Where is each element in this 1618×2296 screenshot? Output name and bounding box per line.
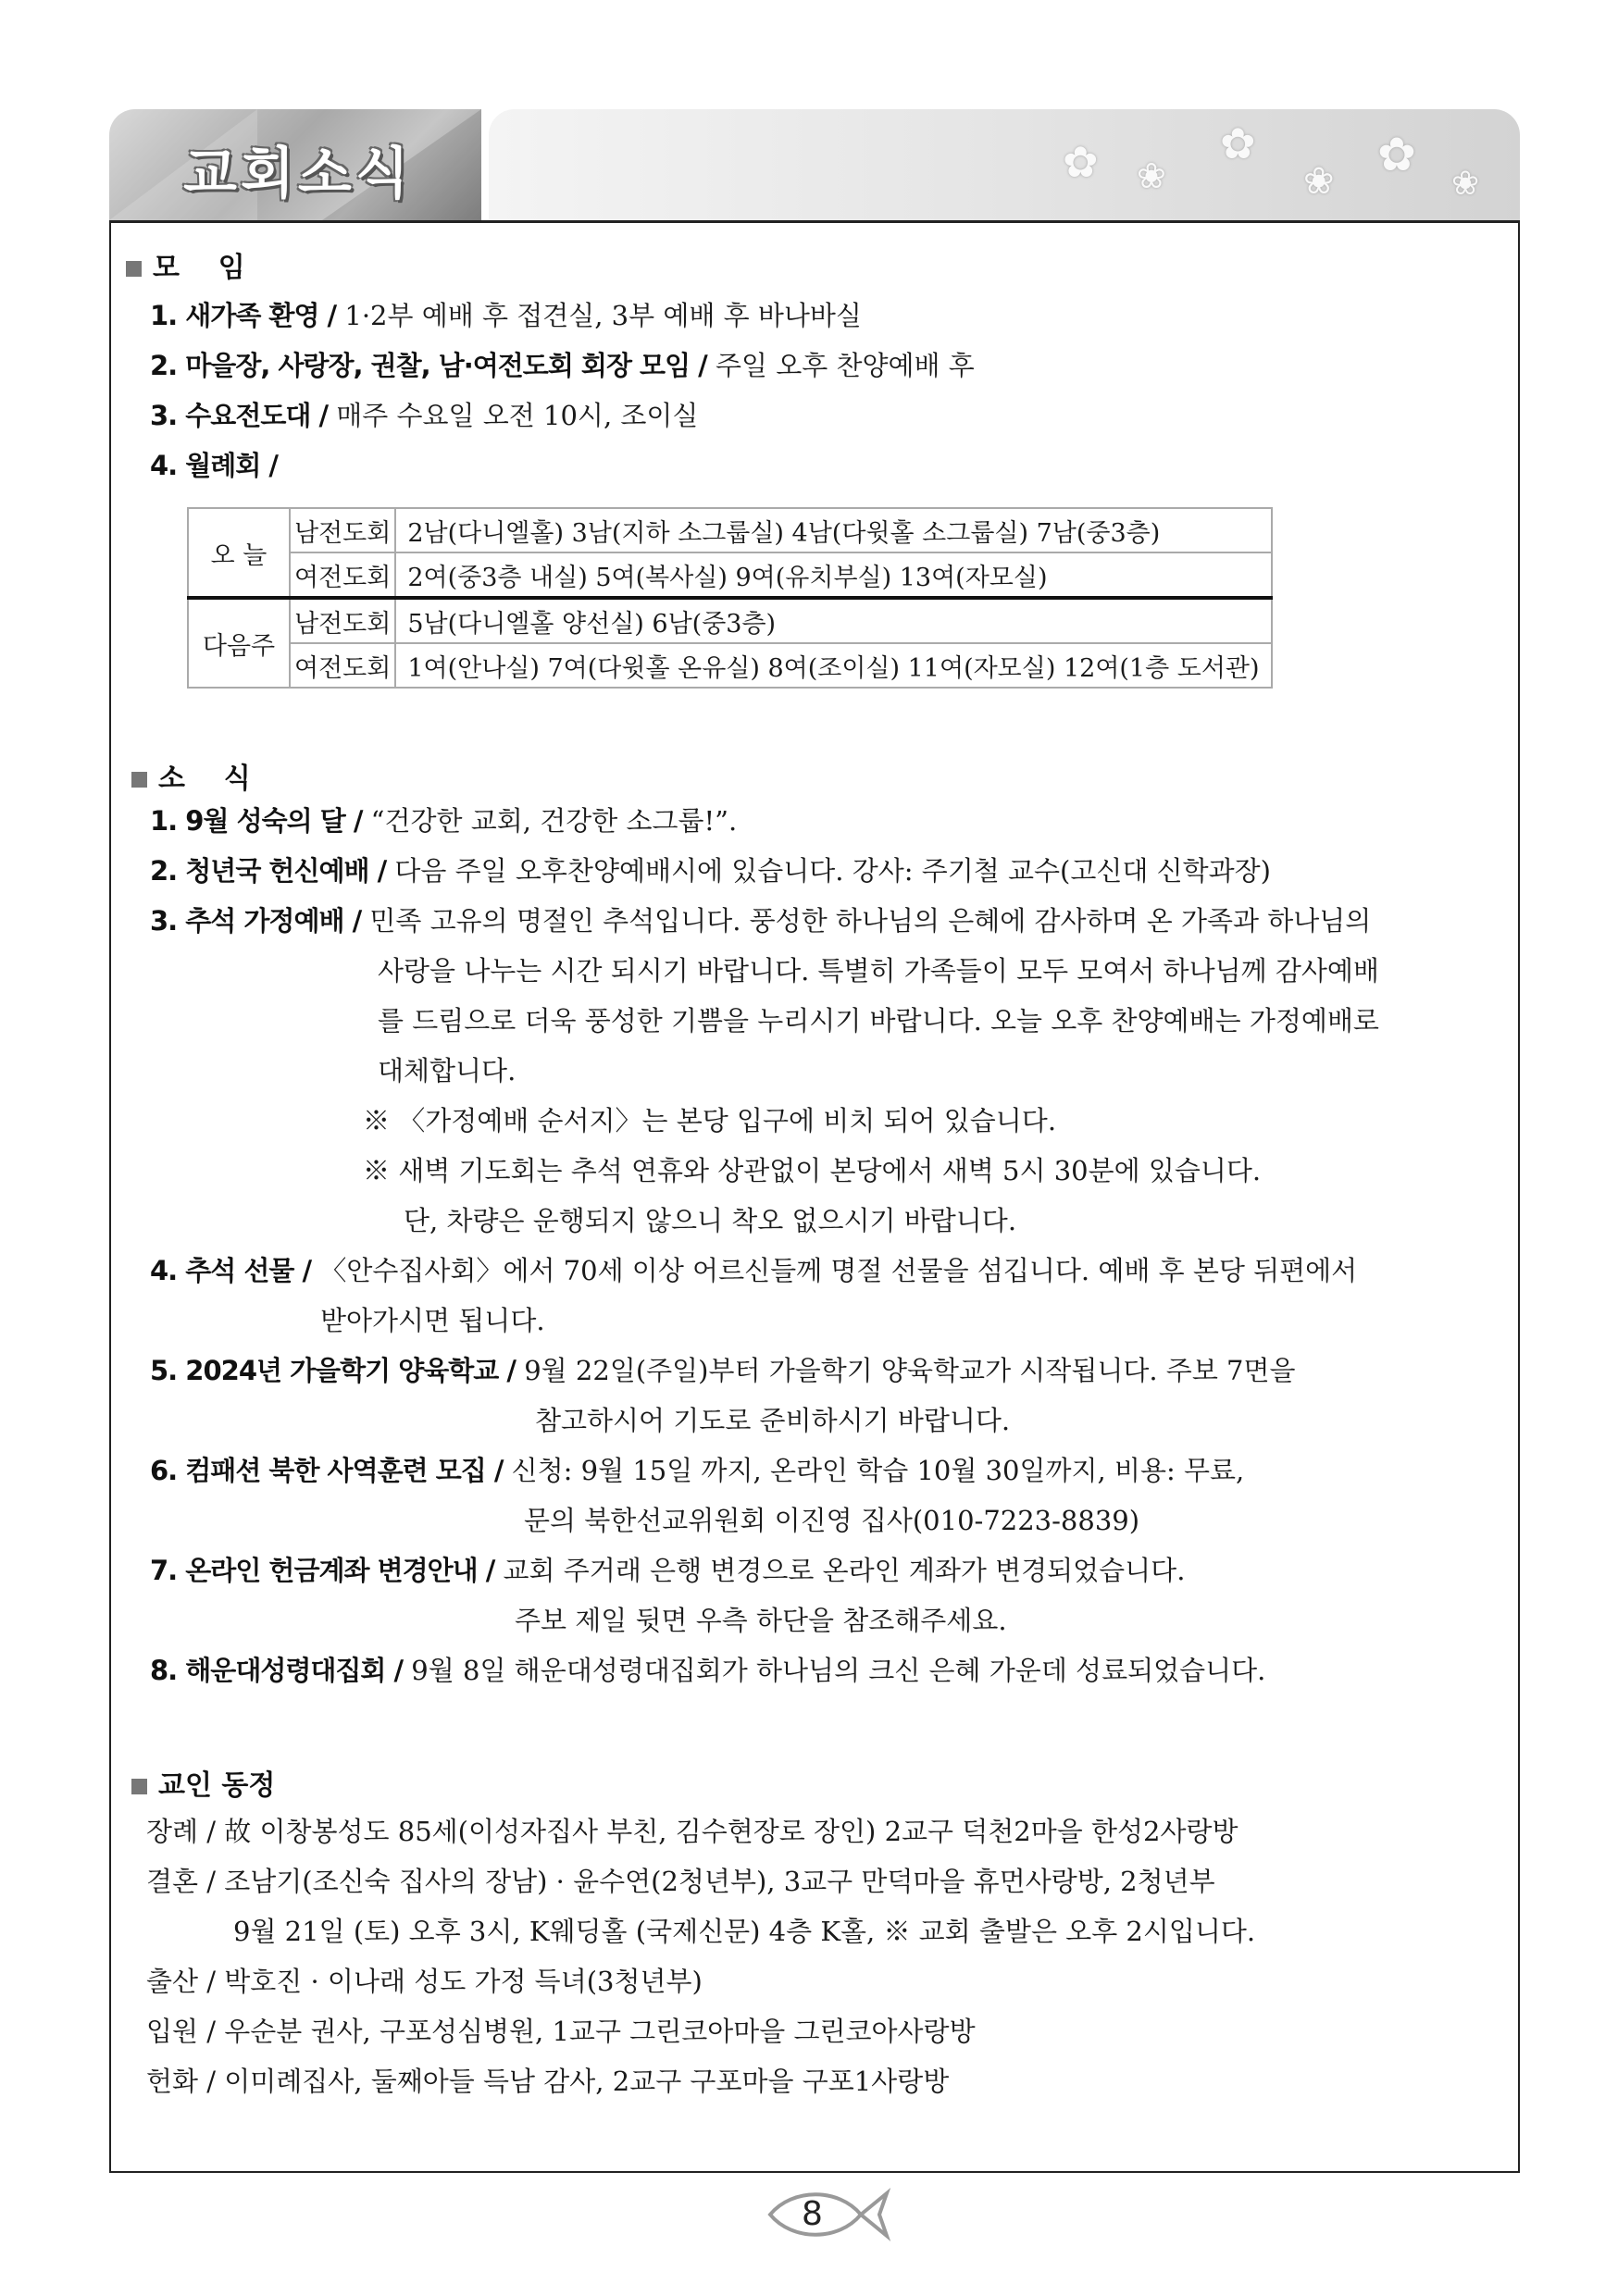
square-bullet-icon — [126, 261, 142, 277]
list-item: 7. 온라인 헌금계좌 변경안내 / 교회 주거래 은행 변경으로 온라인 계좌가 변경되었습니다. — [150, 1555, 1186, 1586]
flower-icon: ❀ — [1303, 160, 1335, 203]
list-item-continued: 사랑을 나누는 시간 되시기 바랍니다. 특별히 가족들이 모두 모여서 하나님께 감사예배 — [378, 955, 1379, 987]
member-news-item-continued: 9월 21일 (토) 오후 3시, K웨딩홀 (국제신문) 4층 K홀, ※ 교회 출발은 오후 2시입니다. — [233, 1916, 1256, 1947]
flower-icon: ✿ — [1220, 118, 1256, 168]
list-item-continued: 참고하시어 기도로 준비하시기 바랍니다. — [535, 1405, 1011, 1436]
table-cell: 1여(안나실) 7여(다윗홀 온유실) 8여(조이실) 11여(자모실) 12여(1층 도서관) — [395, 643, 1271, 688]
note-line: ※ 〈가정예배 순서지〉는 본당 입구에 비치 되어 있습니다. — [363, 1105, 1057, 1136]
member-news-item: 출산 / 박호진 · 이나래 성도 가정 득녀(3청년부) — [146, 1966, 703, 1997]
list-item: 3. 수요전도대 / 매주 수요일 오전 10시, 조이실 — [150, 400, 699, 431]
note-line: ※ 새벽 기도회는 추석 연휴와 상관없이 본당에서 새벽 5시 30분에 있습니다. — [363, 1155, 1262, 1186]
monthly-meeting-table — [187, 507, 1273, 689]
table-row — [188, 643, 1272, 688]
table-row — [188, 508, 1272, 552]
flower-icon: ✿ — [1377, 128, 1416, 181]
list-item: 1. 새가족 환영 / 1·2부 예배 후 접견실, 3부 예배 후 바나바실 — [150, 300, 862, 331]
table-row — [188, 552, 1272, 598]
table-cell: 여전도회 — [290, 552, 395, 598]
list-item: 8. 해운대성령대집회 / 9월 8일 해운대성령대집회가 하나님의 크신 은혜 가운데 성료되었습니다. — [150, 1655, 1266, 1686]
table-cell: 2남(다니엘홀) 3남(지하 소그룹실) 4남(다윗홀 소그룹실) 7남(중3층) — [395, 508, 1271, 552]
flower-icon: ❀ — [1137, 155, 1166, 196]
square-bullet-icon — [131, 772, 147, 788]
list-item-continued: 주보 제일 뒷면 우측 하단을 참조해주세요. — [515, 1605, 1007, 1636]
member-news-item: 헌화 / 이미례집사, 둘째아들 득남 감사, 2교구 구포마을 구포1사랑방 — [146, 2066, 950, 2097]
page-title: 교회소식 — [183, 142, 413, 206]
page-number: 8 — [765, 2184, 894, 2245]
table-row — [188, 598, 1272, 643]
list-item: 5. 2024년 가을학기 양육학교 / 9월 22일(주일)부터 가을학기 양육학교가 시작됩니다. 주보 7면을 — [150, 1355, 1296, 1386]
table-group-next-week: 다음주 — [188, 598, 290, 688]
table-cell: 남전도회 — [290, 508, 395, 552]
member-news-item: 장례 / 故 이창봉성도 85세(이성자집사 부친, 김수현장로 장인) 2교구 덕천2마을 한성2사랑방 — [146, 1816, 1238, 1847]
table-group-today: 오 늘 — [188, 508, 290, 598]
section-heading-members: 교인 동정 — [131, 1762, 275, 1803]
table-cell: 5남(다니엘홀 양선실) 6남(중3층) — [395, 598, 1271, 643]
list-item: 6. 컴패션 북한 사역훈련 모집 / 신청: 9월 15일 까지, 온라인 학습 10월 30일까지, 비용: 무료, — [150, 1455, 1245, 1486]
list-item: 2. 마을장, 사랑장, 권찰, 남·여전도회 회장 모임 / 주일 오후 찬양예배 후 — [150, 350, 975, 381]
list-item-continued: 문의 북한선교위원회 이진영 집사(010-7223-8839) — [524, 1505, 1140, 1536]
list-item: 4. 추석 선물 / 〈안수집사회〉에서 70세 이상 어르신들께 명절 선물을 섬깁니다. 예배 후 본당 뒤편에서 — [150, 1255, 1358, 1286]
flower-icon: ✿ — [1063, 137, 1099, 187]
table-cell: 남전도회 — [290, 598, 395, 643]
square-bullet-icon — [131, 1779, 147, 1794]
list-item: 3. 추석 가정예배 / 민족 고유의 명절인 추석입니다. 풍성한 하나님의 은혜에 감사하며 온 가족과 하나님의 — [150, 905, 1372, 937]
section-heading-news: 소 식 — [131, 755, 251, 796]
list-item: 4. 월례회 / — [150, 450, 279, 481]
header-decoration — [489, 109, 1520, 220]
note-line: 단, 차량은 운행되지 않으니 착오 없으시기 바랍니다. — [404, 1205, 1017, 1236]
list-item-continued: 받아가시면 됩니다. — [320, 1305, 545, 1336]
header-banner — [109, 109, 481, 220]
section-heading-gatherings: 모 임 — [126, 244, 245, 285]
list-item: 2. 청년국 헌신예배 / 다음 주일 오후찬양예배시에 있습니다. 강사: 주기철 교수(고신대 신학과장) — [150, 855, 1271, 887]
table-cell: 2여(중3층 내실) 5여(복사실) 9여(유치부실) 13여(자모실) — [395, 552, 1271, 598]
table-cell: 여전도회 — [290, 643, 395, 688]
flower-icon: ❀ — [1451, 165, 1480, 203]
list-item-continued: 대체합니다. — [378, 1055, 517, 1086]
member-news-item: 입원 / 우순분 권사, 구포성심병원, 1교구 그린코아마을 그린코아사랑방 — [146, 2016, 976, 2047]
fish-icon — [765, 2184, 894, 2245]
list-item-continued: 를 드림으로 더욱 풍성한 기쁨을 누리시기 바랍니다. 오늘 오후 찬양예배는 가정예배로 — [378, 1005, 1379, 1036]
member-news-item: 결혼 / 조남기(조신숙 집사의 장남) · 윤수연(2청년부), 3교구 만덕마을 휴먼사랑방, 2청년부 — [146, 1866, 1215, 1897]
list-item: 1. 9월 성숙의 달 / “건강한 교회, 건강한 소그룹!”. — [150, 805, 738, 837]
